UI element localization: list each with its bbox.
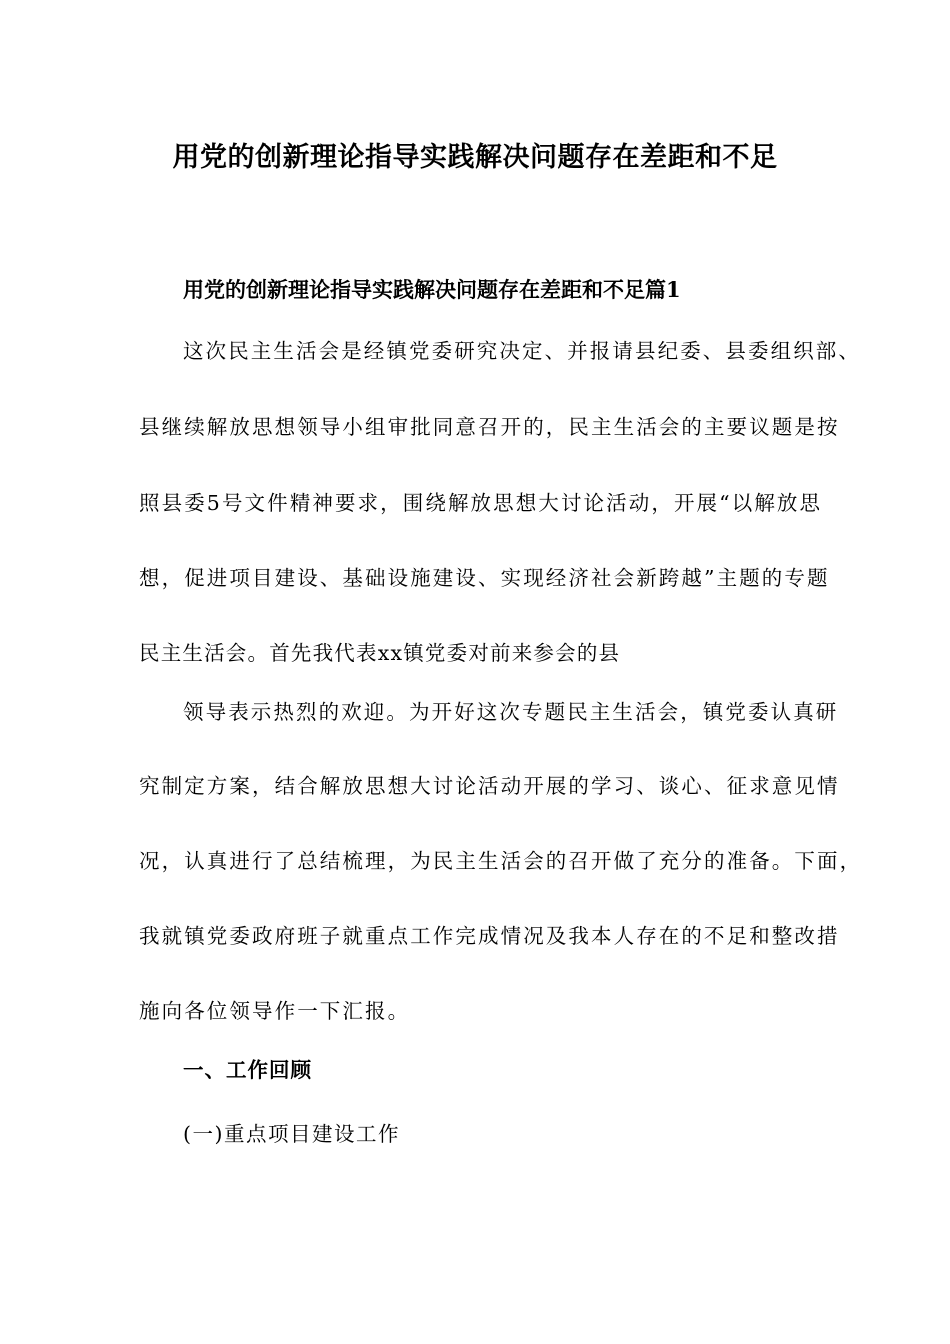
paragraph-line: 想，促进项目建设、基础设施建设、实现经济社会新跨越”主题的专题 (139, 566, 830, 590)
paragraph-line: 县继续解放思想领导小组审批同意召开的，民主生活会的主要议题是按 (139, 415, 840, 439)
paragraph-line: 况，认真进行了总结梳理，为民主生活会的召开做了充分的准备。下面， (139, 849, 863, 873)
paragraph-line: 我就镇党委政府班子就重点工作完成情况及我本人存在的不足和整改措 (139, 924, 840, 948)
document-title: 用党的创新理论指导实践解决问题存在差距和不足 (172, 142, 778, 173)
subheading-key-projects: (一)重点项目建设工作 (183, 1122, 400, 1146)
paragraph-line: 照县委5号文件精神要求，围绕解放思想大讨论活动，开展“以解放思 (139, 491, 823, 515)
paragraph-line: 究制定方案，结合解放思想大讨论活动开展的学习、谈心、征求意见情 (139, 774, 840, 798)
paragraph-line: 领导表示热烈的欢迎。为开好这次专题民主生活会，镇党委认真研 (183, 700, 839, 724)
section-heading: 用党的创新理论指导实践解决问题存在差距和不足篇1 (183, 277, 681, 302)
paragraph-line: 施向各位领导作一下汇报。 (139, 999, 411, 1023)
paragraph-line: 民主生活会。首先我代表xx镇党委对前来参会的县 (139, 641, 621, 665)
subheading-work-review: 一、工作回顾 (183, 1058, 312, 1082)
paragraph-line: 这次民主生活会是经镇党委研究决定、并报请县纪委、县委组织部、 (183, 339, 861, 363)
